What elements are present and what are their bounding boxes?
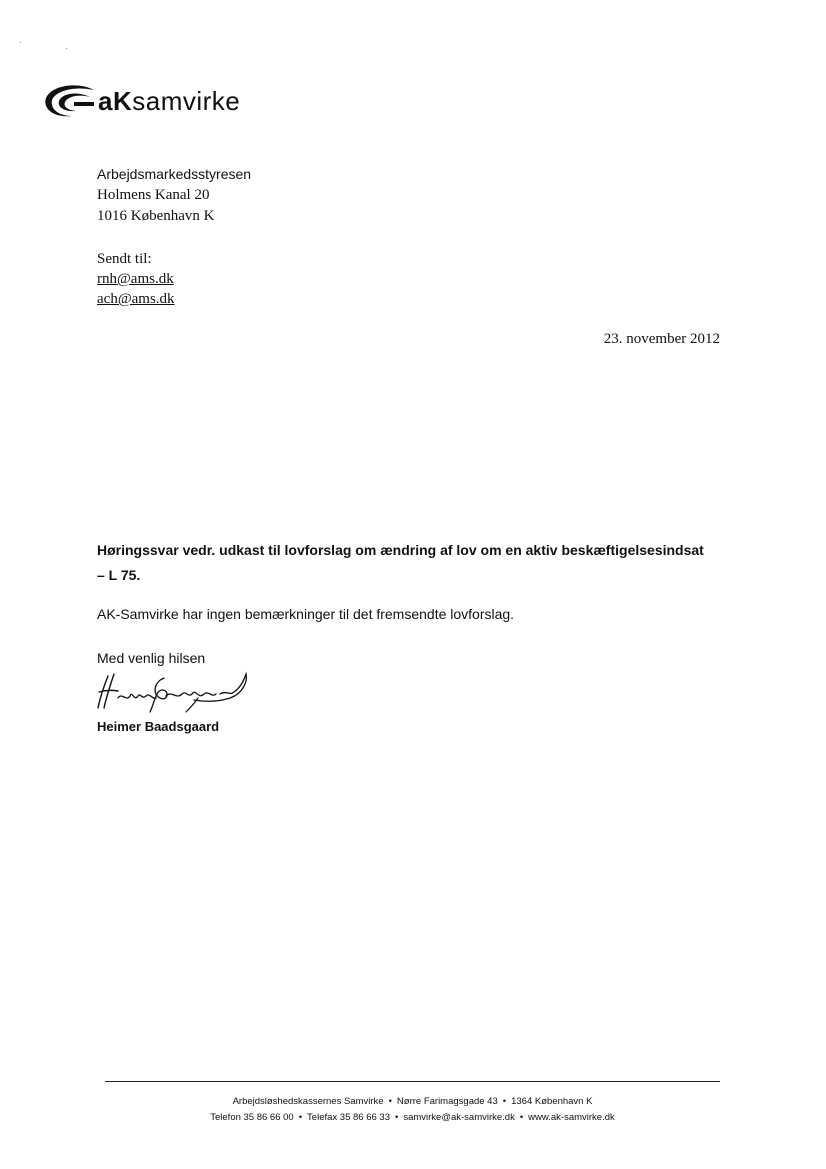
handwritten-signature	[94, 668, 254, 714]
recipient-address	[97, 164, 251, 227]
footer-org-name: Arbejdsløshedskassernes Samvirke	[232, 1096, 384, 1107]
footer-line-1	[105, 1094, 720, 1110]
footer-separator: •	[298, 1112, 303, 1123]
footer-separator: •	[519, 1112, 524, 1123]
recipient-organization: Arbejdsmarkedsstyresen	[97, 166, 252, 182]
recipient-city: 1016 København K	[97, 208, 215, 224]
company-logo	[42, 80, 262, 130]
footer-email-link[interactable]: samvirke@ak-samvirke.dk	[403, 1112, 515, 1123]
footer-separator: •	[394, 1112, 399, 1123]
letter-footer	[105, 1094, 720, 1126]
footer-line-2	[105, 1110, 720, 1126]
sent-to-label: Sendt til:	[97, 251, 152, 267]
aksamvirke-swoosh-logo	[42, 80, 102, 126]
footer-fax: Telefax 35 86 66 33	[307, 1112, 390, 1123]
footer-street: Nørre Farimagsgade 43	[396, 1096, 498, 1107]
letter-date: 23. november 2012	[603, 331, 720, 347]
recipient-street: Holmens Kanal 20	[97, 187, 210, 203]
letter-subject	[97, 538, 737, 588]
footer-separator: •	[388, 1096, 392, 1107]
sent-to-block	[97, 249, 175, 309]
logo-wordmark: aKsamvirke	[98, 86, 241, 116]
subject-line-2: – L 75.	[97, 567, 141, 583]
letter-closing: Med venlig hilsen	[97, 650, 206, 666]
footer-city: 1364 København K	[511, 1096, 593, 1107]
footer-website-link[interactable]: www.ak-samvirke.dk	[528, 1112, 615, 1123]
letter-body: AK-Samvirke har ingen bemærkninger til det fremsendte lovforslag.	[97, 606, 515, 622]
subject-line-1: Høringssvar vedr. udkast til lovforslag om ændring af lov om en aktiv beskæftigelsesindsat	[97, 542, 704, 558]
footer-separator: •	[502, 1096, 507, 1107]
email-link-rnh[interactable]: rnh@ams.dk	[97, 271, 174, 287]
email-link-ach[interactable]: ach@ams.dk	[97, 291, 175, 307]
footer-divider	[105, 1081, 720, 1082]
signer-name: Heimer Baadsgaard	[97, 719, 220, 734]
footer-phone: Telefon 35 86 66 00	[210, 1112, 294, 1123]
